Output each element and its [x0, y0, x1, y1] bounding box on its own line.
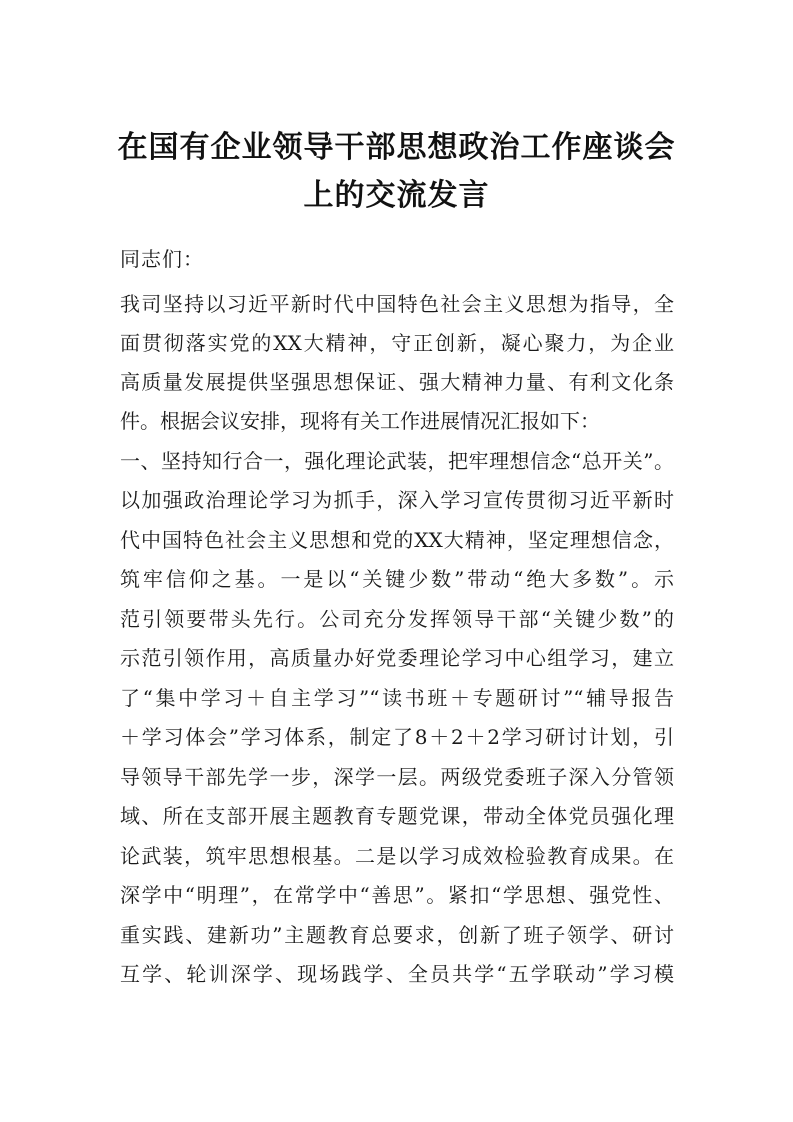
body-text-line: 代中国特色社会主义思想和党的XX大精神，坚定理想信念， [120, 528, 674, 552]
body-text-line: 示范引领作用，高质量办好党委理论学习中心组学习，建立 [120, 646, 674, 670]
body-text-line: 了“集中学习＋自主学习”“读书班＋专题研讨”“辅导报告 [120, 686, 674, 710]
body-text-line: 导领导干部先学一步，深学一层。两级党委班子深入分管领 [120, 765, 674, 789]
body-text-line: 互学、轮训深学、现场践学、全员共学“五学联动”学习模 [120, 962, 674, 986]
salutation: 同志们： [120, 247, 204, 271]
body-text-line: 重实践、建新功”主题教育总要求，创新了班子领学、研讨 [120, 923, 674, 947]
body-text-line: 我司坚持以习近平新时代中国特色社会主义思想为指导，全 [120, 292, 674, 316]
body-text-line: 范引领要带头先行。公司充分发挥领导干部“关键少数”的 [120, 607, 674, 631]
body-text-line: 筑牢信仰之基。一是以“关键少数”带动“绝大多数”。示 [120, 567, 674, 591]
document-title-line-2: 上的交流发言 [303, 178, 490, 213]
document-title-line-1: 在国有企业领导干部思想政治工作座谈会 [117, 130, 676, 165]
section-heading-line: 一、坚持知行合一，强化理论武装，把牢理想信念“总开关”。 [120, 449, 674, 473]
body-text-line: 论武装，筑牢思想根基。二是以学习成效检验教育成果。在 [120, 844, 674, 868]
body-text-line: 域、所在支部开展主题教育专题党课，带动全体党员强化理 [120, 804, 674, 828]
body-text-line: 深学中“明理”，在常学中“善思”。紧扣“学思想、强党性、 [120, 883, 674, 907]
body-text-line: 高质量发展提供坚强思想保证、强大精神力量、有利文化条 [120, 370, 674, 394]
body-text-line: ＋学习体会”学习体系，制定了8＋2＋2学习研讨计划，引 [120, 725, 674, 749]
body-text-line: 以加强政治理论学习为抓手，深入学习宣传贯彻习近平新时 [120, 488, 674, 512]
body-text-line: 面贯彻落实党的XX大精神，守正创新，凝心聚力，为企业 [120, 331, 674, 355]
body-text-line: 件。根据会议安排，现将有关工作进展情况汇报如下： [120, 409, 600, 433]
